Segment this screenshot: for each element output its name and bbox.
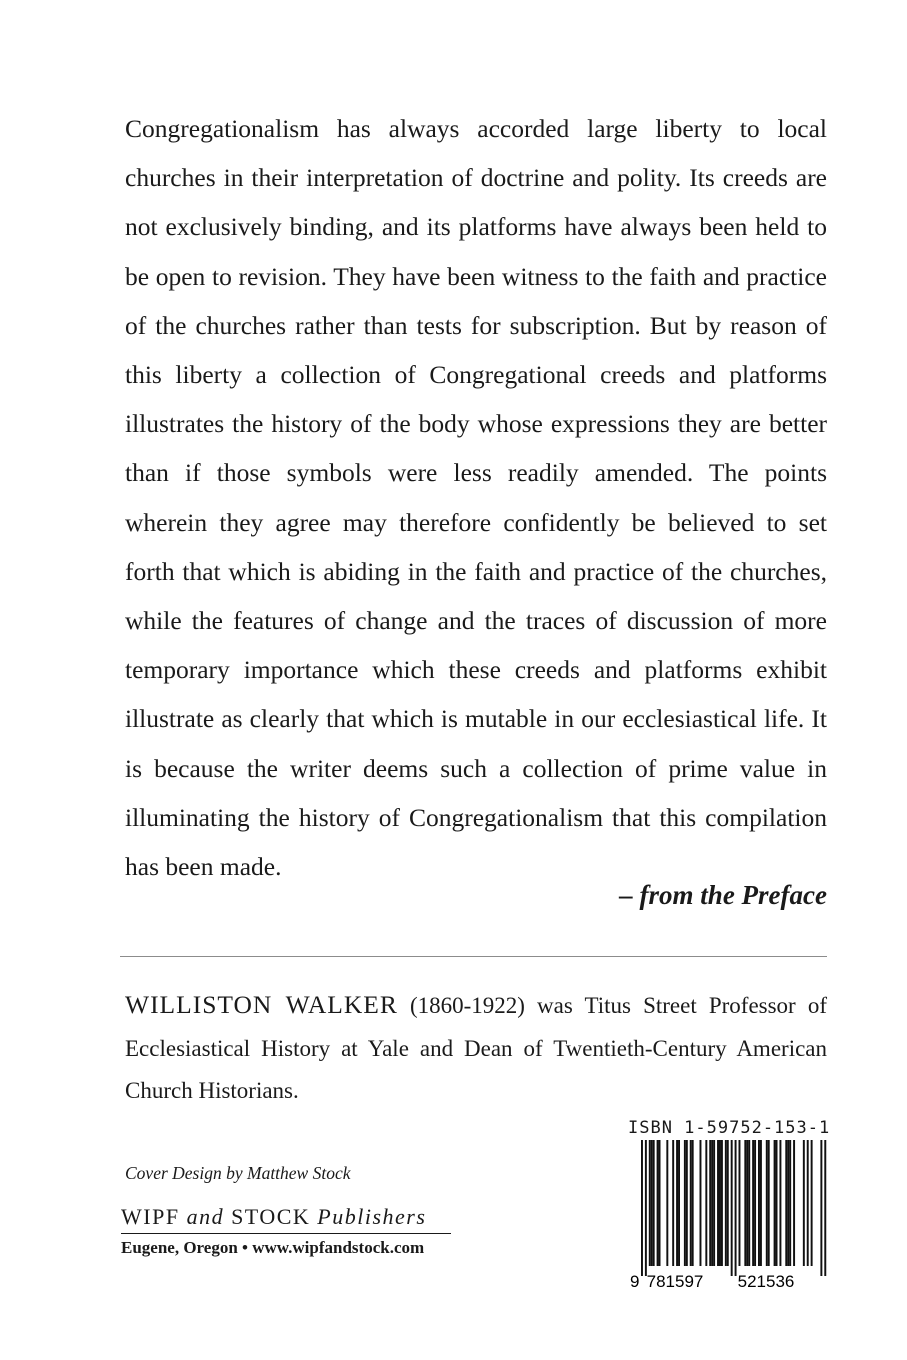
barcode-bar [752, 1140, 754, 1266]
barcode-bars [641, 1140, 826, 1276]
barcode-bar [803, 1140, 805, 1266]
barcode-bar [776, 1140, 778, 1266]
publisher-name-italic: and [186, 1204, 225, 1229]
barcode-bar [713, 1140, 715, 1266]
barcode-bar [746, 1140, 748, 1266]
barcode-bar [744, 1140, 746, 1266]
publisher-name-part: STOCK [224, 1204, 318, 1229]
author-name: WILLISTON WALKER [125, 990, 398, 1019]
barcode-bar [789, 1140, 791, 1266]
barcode-bar [731, 1140, 733, 1276]
barcode-bar [690, 1140, 692, 1266]
barcode-bar [820, 1140, 822, 1276]
barcode-bar [672, 1140, 674, 1266]
barcode-bar [793, 1140, 795, 1266]
barcode-bar [760, 1140, 762, 1266]
author-bio [125, 984, 827, 1113]
barcode-bar [768, 1140, 770, 1266]
barcode-bar [657, 1140, 659, 1266]
barcode-bar [711, 1140, 713, 1266]
barcode-bar [666, 1140, 668, 1266]
barcode-bar [705, 1140, 707, 1266]
barcode-bar [653, 1140, 655, 1266]
author-bio-text: (1860-1922) was Titus Street Professor of Ecclesiastical History at Yale and Dean of Twentieth-Century American Church Historians. [125, 993, 827, 1103]
cover-design-credit: Cover Design by Matthew Stock [125, 1163, 351, 1183]
isbn-barcode-block [628, 1118, 831, 1292]
blurb-attribution: – from the Preface [619, 880, 827, 910]
barcode-bar [779, 1140, 781, 1266]
publisher-imprint [121, 1204, 451, 1258]
back-cover-blurb: Congregationalism has always accorded large liberty to local churches in their interpretation of doctrine and polity. Its creeds are not exclusively binding, and its platforms have always been held to be open to revision. They have been witness to the faith and practice of the churches rather than tests for subscription. But by reason of this liberty a collection of Congregational creeds and platforms illustrates the history of the body whose expressions they are better than if those symbols were less readily amended. The points wherein they agree may therefore confidently be believed to set forth that which is abiding in the faith and practice of the churches, while the features of change and the traces of discussion of more temporary importance which these creeds and platforms exhibit illustrate as clearly that which is mutable in our ecclesiastical life. It is because the writer deems such a collection of prime value in illuminating the history of Congregationalism that this compilation has been made. [125, 114, 827, 882]
barcode-bar [735, 1140, 737, 1276]
barcode-bar [785, 1140, 787, 1266]
publisher-name-part: WIPF [121, 1204, 187, 1229]
barcode-bar [739, 1140, 741, 1266]
barcode-bar [645, 1140, 647, 1276]
barcode-bar [727, 1140, 729, 1266]
barcode-bar [748, 1140, 750, 1266]
barcode-bar [649, 1140, 651, 1266]
barcode-bar [787, 1140, 789, 1266]
barcode-bar [811, 1140, 813, 1266]
publisher-location: Eugene, Oregon • www.wipfandstock.com [121, 1238, 425, 1257]
barcode-bar [709, 1140, 711, 1266]
barcode-bar [684, 1140, 686, 1266]
section-divider [120, 956, 827, 957]
barcode-bar [725, 1140, 727, 1266]
barcode-bar [766, 1140, 768, 1266]
barcode-right-digits: 521536 [737, 1272, 795, 1291]
barcode-first-digit: 9 [630, 1272, 640, 1291]
barcode-bar [641, 1140, 643, 1276]
barcode-bar [700, 1140, 702, 1266]
barcode-bar [692, 1140, 694, 1266]
barcode-bar [774, 1140, 776, 1266]
publisher-name [121, 1204, 451, 1234]
publisher-name-italic: Publishers [317, 1204, 427, 1229]
barcode-bar [686, 1140, 688, 1266]
barcode-bar [678, 1140, 680, 1266]
isbn-label: ISBN 1-59752-153-1 [628, 1118, 831, 1138]
barcode-left-digits: 781597 [646, 1272, 704, 1291]
barcode-bar [717, 1140, 719, 1266]
barcode-bar [719, 1140, 721, 1266]
barcode-bar [754, 1140, 756, 1266]
barcode-bar [659, 1140, 661, 1266]
barcode-bar [676, 1140, 678, 1266]
barcode-bar [758, 1140, 760, 1266]
barcode-bar [721, 1140, 723, 1266]
barcode-bar [824, 1140, 826, 1276]
barcode-graphic [628, 1140, 828, 1292]
barcode-bar [807, 1140, 809, 1266]
barcode-bar [651, 1140, 653, 1266]
